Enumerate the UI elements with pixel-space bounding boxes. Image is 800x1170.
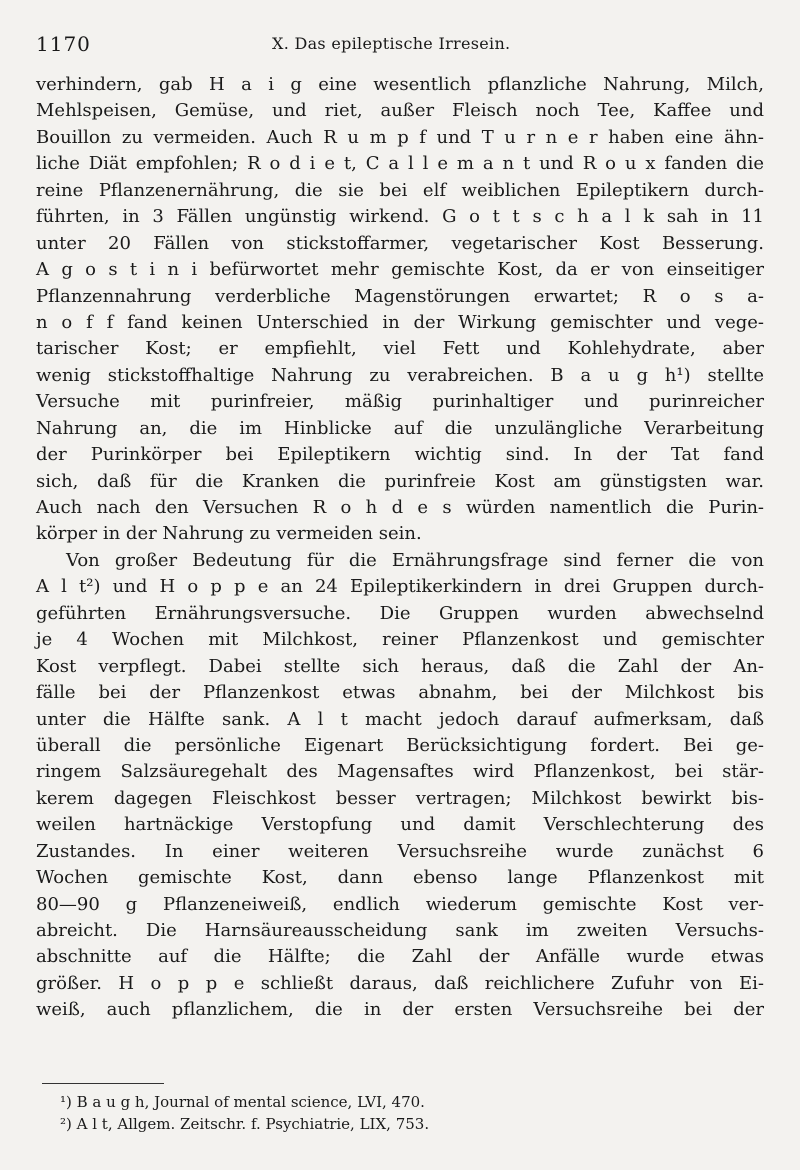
text-line: sich, daß für die Kranken die purinfreie Kost am günstigsten war. xyxy=(36,470,764,492)
text-line: liche Diät empfohlen; R o d i e t, C a l l e m a n t und R o u x fanden die xyxy=(36,153,764,175)
text-line: abschnitte auf die Hälfte; die Zahl der Anfälle wurde etwas xyxy=(36,946,764,968)
text-line: 80—90 g Pflanzeneiweiß, endlich wiederum gemischte Kost ver- xyxy=(36,893,764,915)
text-line: Wochen gemischte Kost, dann ebenso lange Pflanzenkost mit xyxy=(36,867,764,889)
text-line: Zustandes. In einer weiteren Versuchsreihe wurde zunächst 6 xyxy=(36,840,764,862)
text-line: geführten Ernährungsversuche. Die Gruppen wurden abwechselnd xyxy=(36,602,764,624)
running-title: X. Das epileptische Irresein. xyxy=(272,34,511,53)
text-line: Mehlspeisen, Gemüse, und riet, außer Fleisch noch Tee, Kaffee und xyxy=(36,100,764,122)
text-line: Bouillon zu vermeiden. Auch R u m p f und T u r n e r haben eine ähn- xyxy=(36,126,764,148)
page-number: 1170 xyxy=(36,32,91,56)
text-line: führten, in 3 Fällen ungünstig wirkend. G o t t s c h a l k sah in 11 xyxy=(36,206,764,228)
text-line: reine Pflanzenernährung, die sie bei elf weiblichen Epileptikern durch- xyxy=(36,179,764,201)
text-line: Versuche mit purinfreier, mäßig purinhaltiger und purinreicher xyxy=(36,391,764,413)
text-line: körper in der Nahrung zu vermeiden sein. xyxy=(36,523,422,545)
text-line: wenig stickstoffhaltige Nahrung zu verabreichen. B a u g h¹) stellte xyxy=(36,364,764,386)
text-line: weiß, auch pflanzlichem, die in der ersten Versuchsreihe bei der xyxy=(36,999,764,1021)
text-line: je 4 Wochen mit Milchkost, reiner Pflanzenkost und gemischter xyxy=(36,629,764,651)
text-line: Nahrung an, die im Hinblicke auf die unzulängliche Verarbeitung xyxy=(36,417,764,439)
text-line: unter die Hälfte sank. A l t macht jedoch darauf aufmerksam, daß xyxy=(36,708,764,730)
running-head xyxy=(36,30,760,62)
footnote: ²) A l t, Allgem. Zeitschr. f. Psychiatrie, LIX, 753. xyxy=(60,1115,430,1133)
text-line: größer. H o p p e schließt daraus, daß reichlichere Zufuhr von Ei- xyxy=(36,972,764,994)
text-line: tarischer Kost; er empfiehlt, viel Fett und Kohlehydrate, aber xyxy=(36,338,764,360)
text-line: kerem dagegen Fleischkost besser vertragen; Milchkost bewirkt bis- xyxy=(36,787,764,809)
text-line: Von großer Bedeutung für die Ernährungsfrage sind ferner die von xyxy=(66,549,764,571)
text-line: Kost verpflegt. Dabei stellte sich heraus, daß die Zahl der An- xyxy=(36,655,764,677)
footnote: ¹) B a u g h, Journal of mental science, LVI, 470. xyxy=(60,1093,425,1111)
footnote-divider xyxy=(42,1083,164,1084)
text-line: A l t²) und H o p p e an 24 Epileptikerkindern in drei Gruppen durch- xyxy=(36,576,764,598)
text-line: unter 20 Fällen von stickstoffarmer, vegetarischer Kost Besserung. xyxy=(36,232,764,254)
text-line: ringem Salzsäuregehalt des Magensaftes wird Pflanzenkost, bei stär- xyxy=(36,761,764,783)
text-line: Auch nach den Versuchen R o h d e s würden namentlich die Purin- xyxy=(36,497,764,518)
text-line: abreicht. Die Harnsäureausscheidung sank im zweiten Versuchs- xyxy=(36,920,764,941)
text-line: verhindern, gab H a i g eine wesentlich pflanzliche Nahrung, Milch, xyxy=(36,74,764,95)
text-line: überall die persönliche Eigenart Berücksichtigung fordert. Bei ge- xyxy=(36,734,764,756)
text-line: A g o s t i n i befürwortet mehr gemischte Kost, da er von einseitiger xyxy=(36,259,764,281)
text-line: fälle bei der Pflanzenkost etwas abnahm, bei der Milchkost bis xyxy=(36,682,764,704)
body-text xyxy=(36,72,764,1024)
text-line: n o f f fand keinen Unterschied in der Wirkung gemischter und vege- xyxy=(36,311,764,333)
text-line: weilen hartnäckige Verstopfung und damit Verschlechterung des xyxy=(36,814,764,836)
text-line: Pflanzennahrung verderbliche Magenstörungen erwartet; R o s a- xyxy=(36,285,764,307)
text-line: der Purinkörper bei Epileptikern wichtig sind. In der Tat fand xyxy=(36,444,764,466)
footnotes xyxy=(60,1091,760,1135)
